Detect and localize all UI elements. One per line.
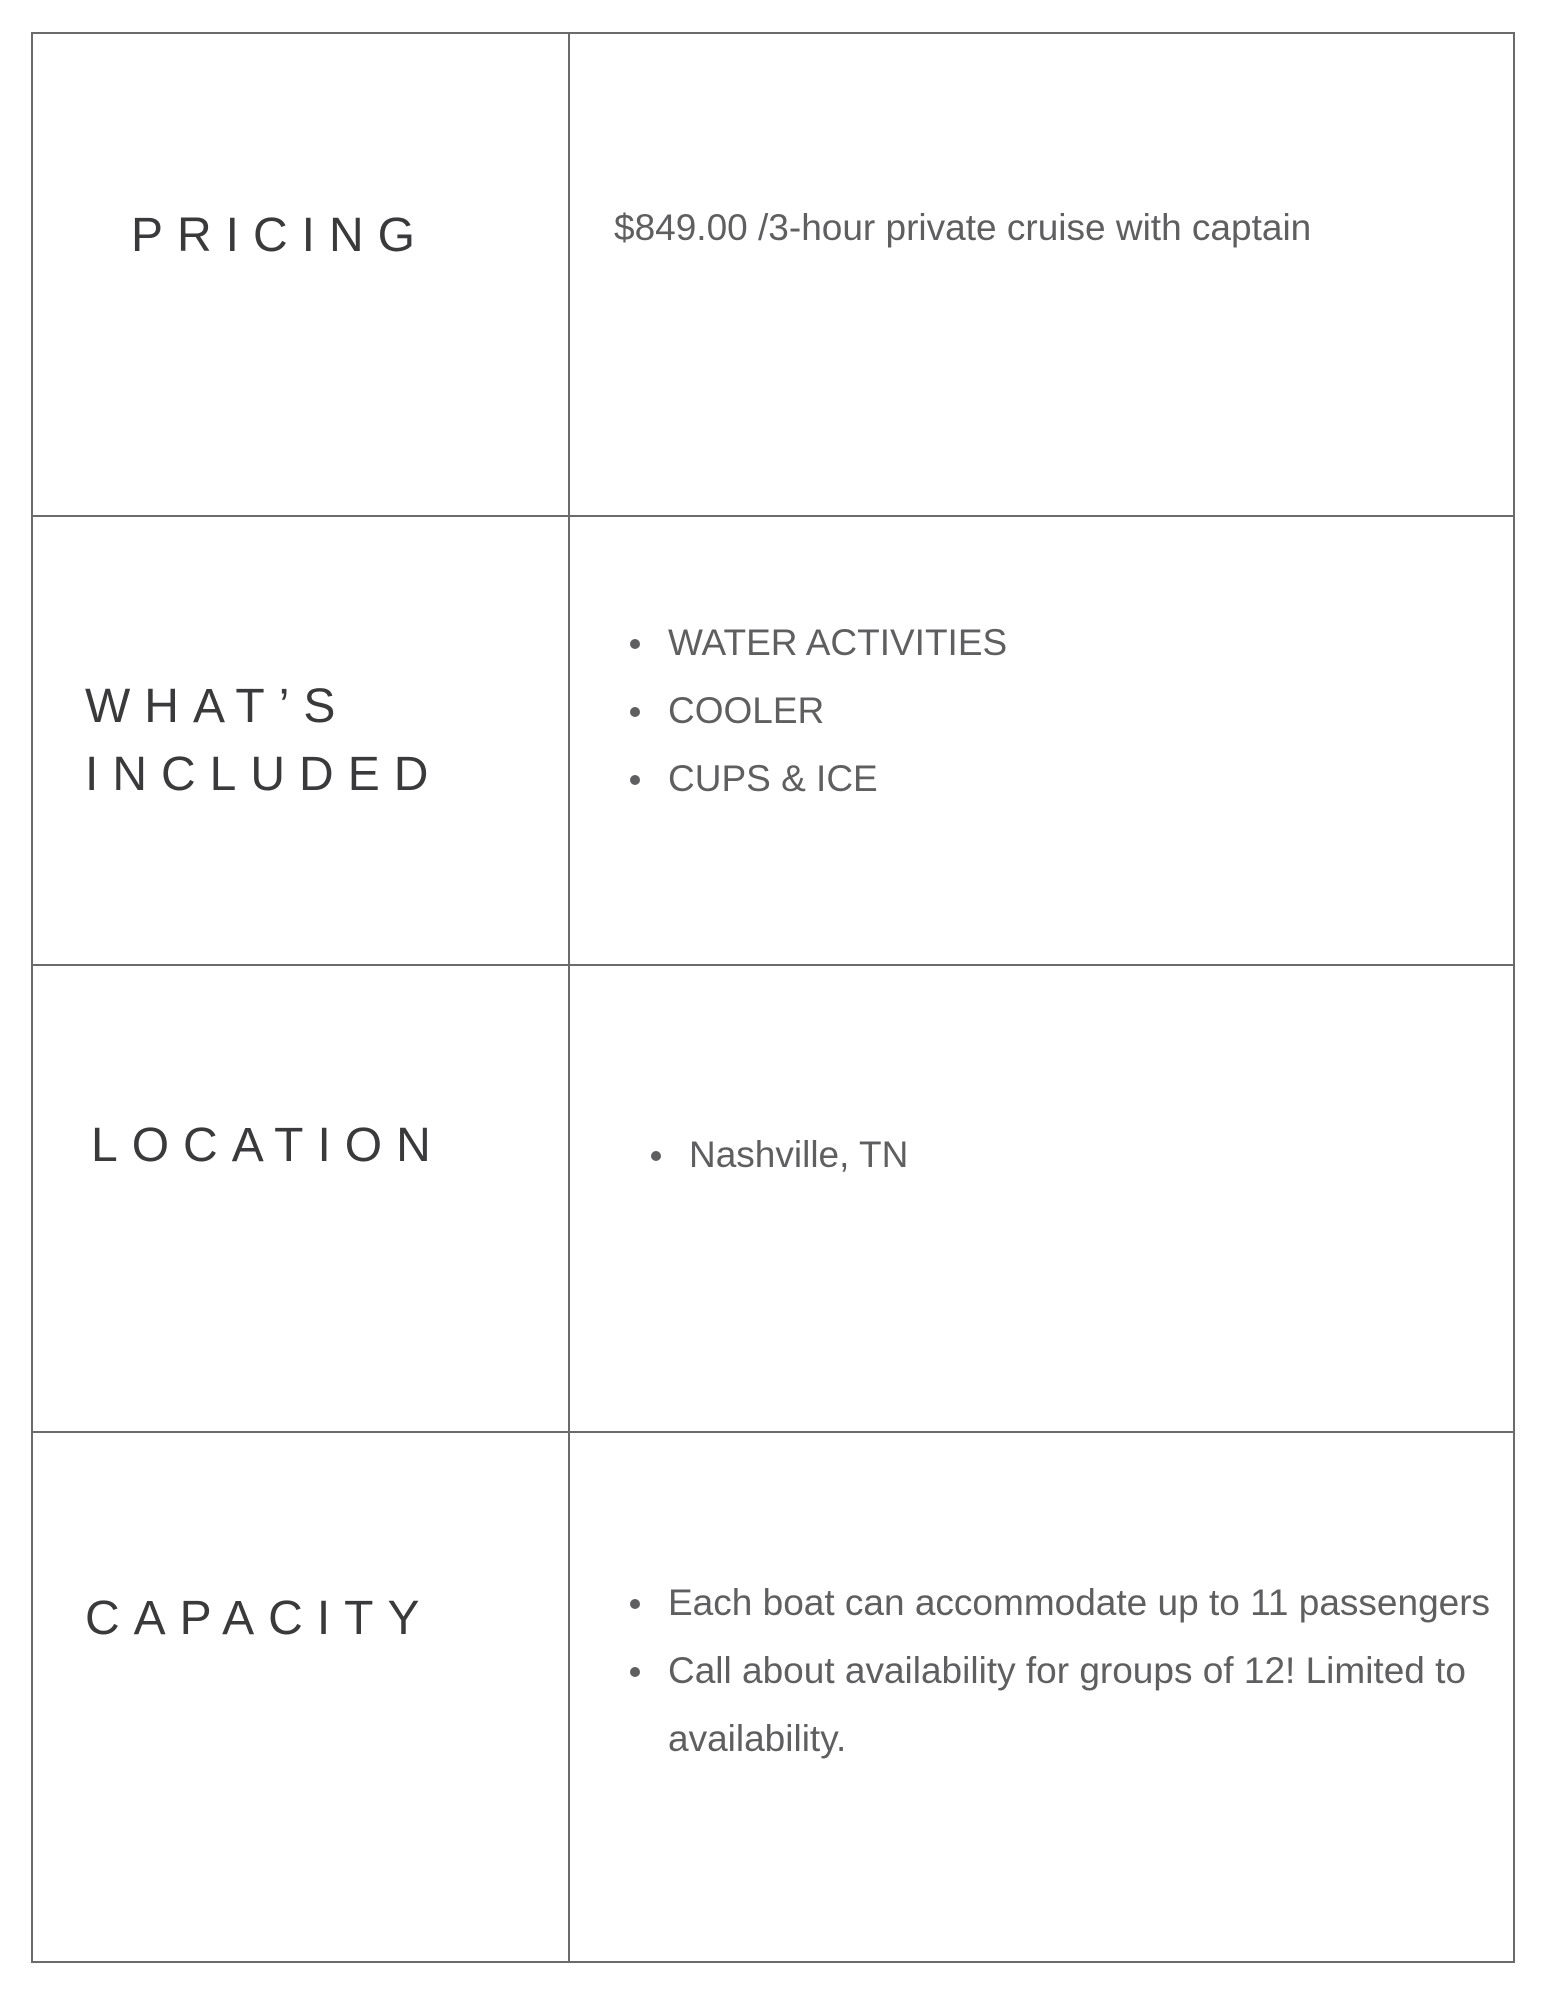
pricing-value: $849.00 /3-hour private cruise with captain: [614, 207, 1312, 248]
list-item-text: Call about availability for groups of 12! Limited to availability.: [668, 1650, 1466, 1759]
list-item: [635, 1121, 1545, 1189]
list-item: [614, 677, 1545, 745]
capacity-label: CAPACITY: [85, 1592, 434, 1645]
list-item-text: CUPS & ICE: [668, 758, 878, 799]
list-item: [614, 1569, 1545, 1637]
list-item: [614, 1637, 1545, 1773]
list-item: [614, 609, 1545, 677]
bullet-icon: [651, 1151, 661, 1161]
list-item-text: COOLER: [668, 690, 825, 731]
included-list: [614, 609, 1545, 813]
list-item-text: Nashville, TN: [689, 1134, 909, 1175]
included-label: WHAT’S INCLUDED: [85, 680, 443, 801]
capacity-list: [614, 1569, 1545, 1773]
list-item: [614, 745, 1545, 813]
info-table: [31, 32, 1515, 1963]
included-row: [33, 517, 1513, 966]
capacity-row: [33, 1433, 1513, 1961]
location-label: LOCATION: [91, 1119, 445, 1172]
bullet-icon: [630, 639, 640, 649]
bullet-icon: [630, 1667, 640, 1677]
bullet-icon: [630, 1599, 640, 1609]
list-item-text: Each boat can accommodate up to 11 passengers: [668, 1582, 1491, 1623]
bullet-icon: [630, 707, 640, 717]
location-list: [635, 1121, 1545, 1189]
pricing-row: [33, 34, 1513, 517]
list-item-text: WATER ACTIVITIES: [668, 622, 1008, 663]
pricing-label: PRICING: [131, 209, 430, 262]
location-row: [33, 966, 1513, 1433]
bullet-icon: [630, 775, 640, 785]
